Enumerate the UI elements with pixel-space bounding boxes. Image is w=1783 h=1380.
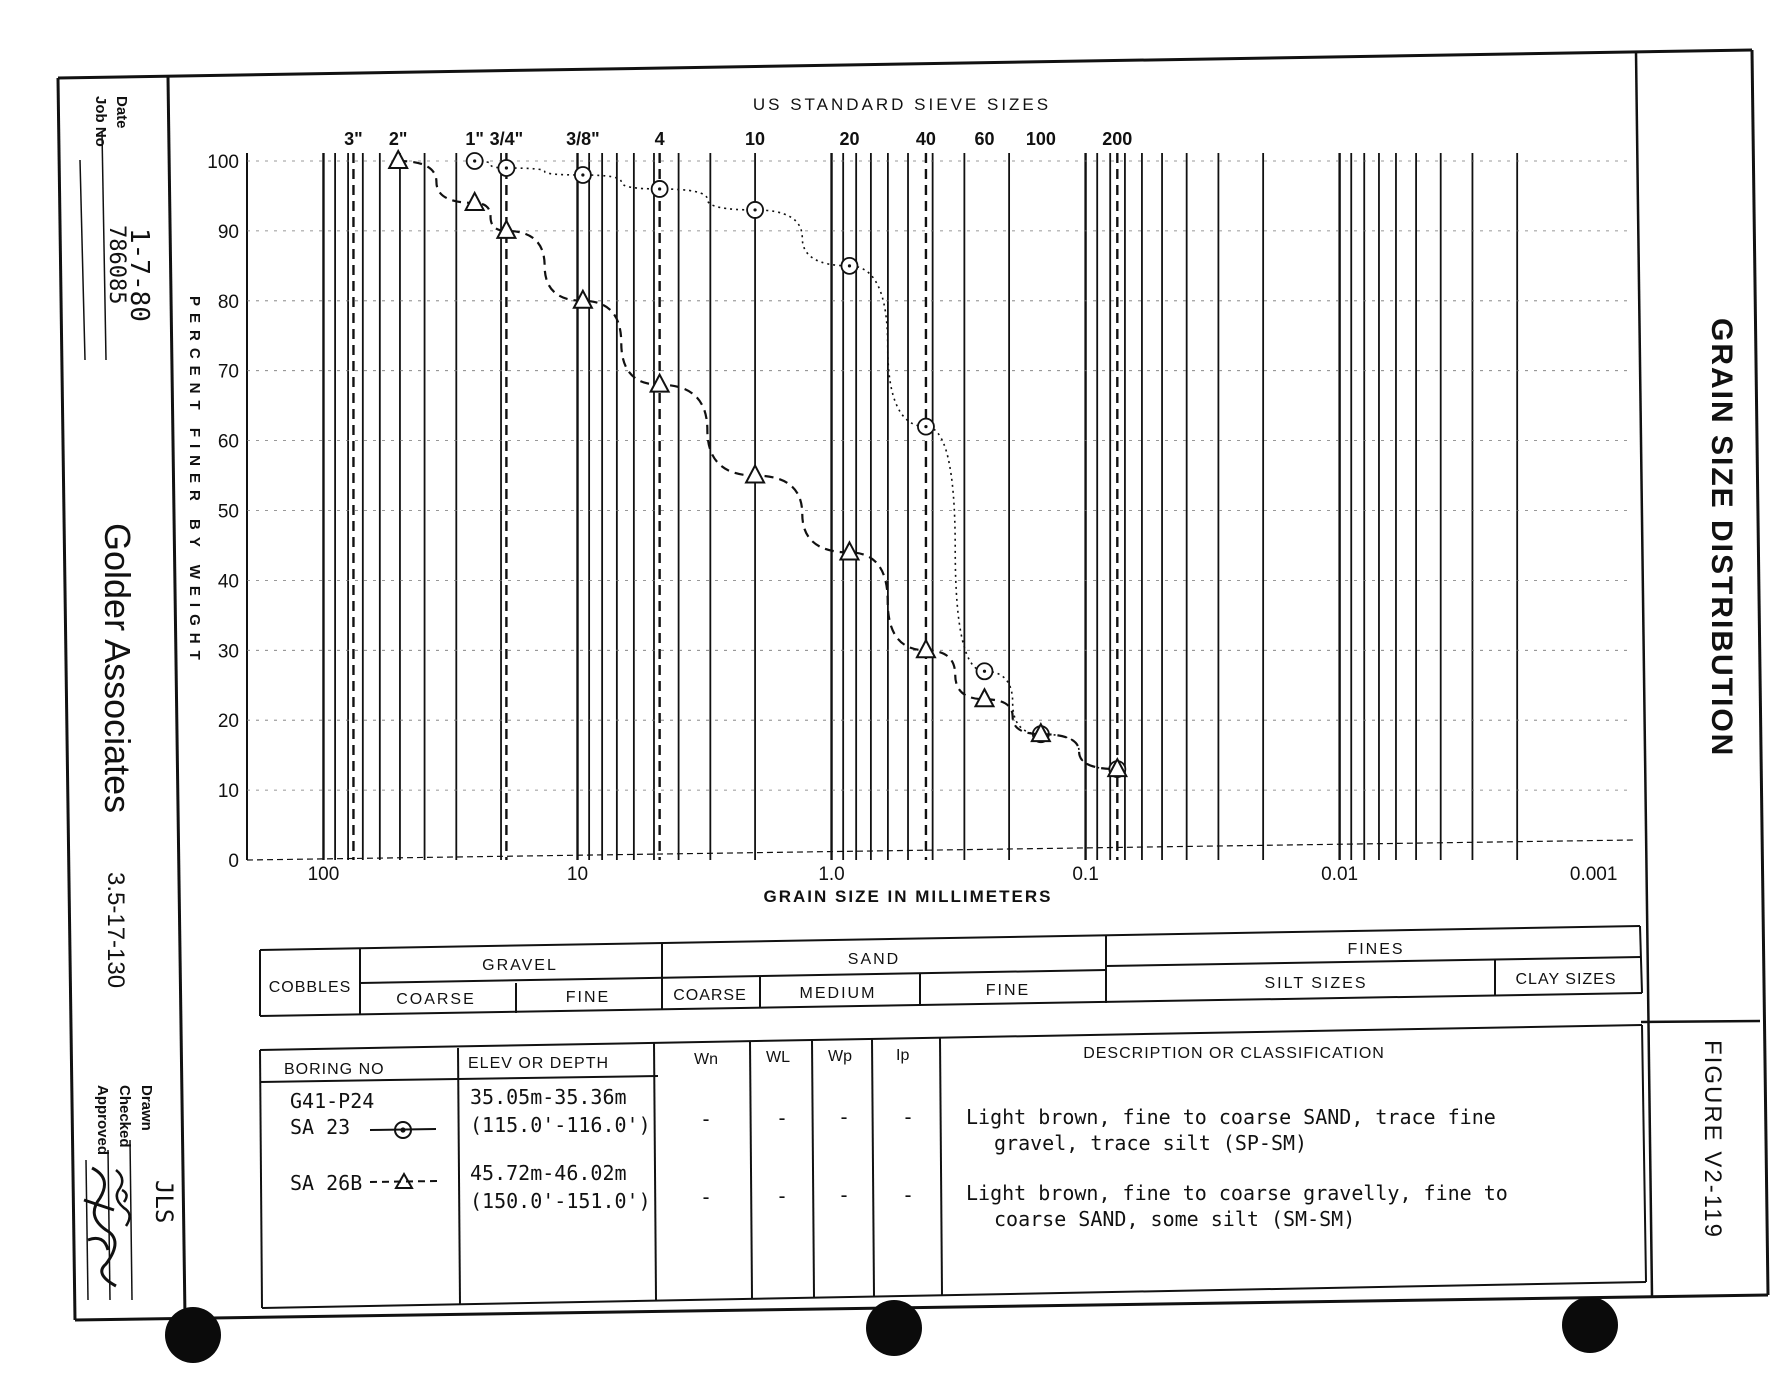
sieve-label: 60	[974, 129, 995, 149]
circle-data-point	[918, 419, 934, 435]
x-tick-label: 0.001	[1569, 864, 1618, 885]
y-tick-label: 80	[217, 291, 239, 313]
x-axis-label: GRAIN SIZE IN MILLIMETERS	[763, 887, 1053, 906]
y-axis-label: PERCENT FINER BY WEIGHT	[186, 296, 203, 667]
header-wp: Wp	[828, 1048, 852, 1065]
title-strip	[80, 96, 178, 1300]
x-tick-label: 10	[566, 864, 589, 885]
row2-desc-line2: coarse SAND, some silt (SM-SM)	[994, 1207, 1356, 1231]
drawn-value: JLS	[150, 1180, 178, 1224]
row1-wp: -	[838, 1105, 851, 1129]
date-label: Date	[113, 96, 130, 129]
circle-data-point	[498, 160, 514, 176]
circle-data-point	[652, 181, 668, 197]
row2-boring-line2: SA 26B	[290, 1171, 363, 1195]
row2-elev-line1: 45.72m-46.02m	[470, 1161, 627, 1185]
sieve-label: 100	[1025, 129, 1056, 149]
sieve-label: 4	[654, 129, 665, 149]
triangle-data-point	[746, 466, 764, 483]
sieve-label: 3/4"	[489, 129, 524, 149]
y-tick-label: 0	[228, 851, 239, 872]
gravel-coarse-label: COARSE	[396, 991, 476, 1008]
row2-desc-line1: Light brown, fine to coarse gravelly, fine to	[966, 1181, 1508, 1205]
y-tick-label: 30	[217, 641, 239, 663]
y-tick-label: 60	[217, 431, 239, 453]
silt-label: SILT SIZES	[1264, 975, 1368, 992]
figure-label: FIGURE V2-119	[1699, 1040, 1726, 1239]
header-wn: Wn	[694, 1051, 718, 1068]
row1-desc-line2: gravel, trace silt (SP-SM)	[994, 1131, 1308, 1155]
header-elev-depth: ELEV OR DEPTH	[468, 1055, 610, 1072]
approved-underline	[86, 1160, 88, 1300]
y-tick-label: 70	[217, 361, 239, 383]
row2-wn: -	[700, 1185, 713, 1209]
x-tick-label: 0.1	[1072, 864, 1099, 885]
checked-signature	[116, 1170, 130, 1226]
row1-circle-marker-legend	[370, 1122, 436, 1138]
y-tick-label: 90	[217, 221, 239, 243]
gravel-label: GRAVEL	[482, 957, 558, 974]
circle-series-line	[475, 161, 1118, 769]
job-no-value: 786085	[104, 225, 129, 305]
sieve-label: 40	[915, 129, 936, 149]
triangle-data-point	[389, 151, 407, 168]
circle-data-point	[841, 258, 857, 274]
circle-data-point	[575, 167, 591, 183]
x-tick-label: 100	[307, 864, 340, 885]
checked-label: Checked	[116, 1085, 133, 1148]
top-axis-title: US STANDARD SIEVE SIZES	[752, 95, 1052, 114]
triangle-data-point	[975, 689, 993, 706]
x-tick-label: 0.01	[1321, 864, 1359, 885]
sieve-label: 2"	[388, 129, 408, 149]
sand-medium-label: MEDIUM	[799, 985, 877, 1002]
sand-fine-label: FINE	[985, 982, 1031, 999]
binder-hole-right	[1562, 1297, 1618, 1353]
drawn-label: Drawn	[138, 1085, 155, 1131]
gravel-fine-label: FINE	[565, 989, 611, 1006]
row1-elev-line2: (115.0'-116.0')	[470, 1113, 651, 1137]
row1-ip: -	[902, 1105, 915, 1129]
sieve-label: 10	[745, 129, 766, 149]
row1-boring-line1: G41-P24	[290, 1089, 375, 1113]
header-boring-no: BORING NO	[284, 1061, 385, 1078]
y-tick-label: 10	[217, 781, 239, 803]
row2-wl: -	[776, 1184, 789, 1208]
circle-data-point	[467, 153, 483, 169]
row1-wl: -	[776, 1106, 789, 1130]
row2-elev-line2: (150.0'-151.0')	[470, 1189, 651, 1213]
x-tick-labels	[308, 864, 1618, 885]
header-description: DESCRIPTION OR CLASSIFICATION	[1083, 1045, 1385, 1062]
sieve-size-labels	[344, 129, 1132, 149]
checked-underline	[108, 1150, 110, 1300]
row2-ip: -	[902, 1183, 915, 1207]
triangle-data-point	[466, 193, 484, 210]
header-wl: WL	[766, 1049, 790, 1066]
row2-wp: -	[838, 1183, 851, 1207]
y-tick-labels	[207, 152, 239, 872]
y-tick-label: 40	[217, 571, 239, 593]
sand-label: SAND	[847, 951, 901, 968]
x-tick-label: 1.0	[818, 864, 845, 885]
company-code: 3.5-17-130	[102, 872, 129, 989]
job-no-label: Job No	[92, 96, 109, 147]
circle-data-point	[976, 663, 992, 679]
sieve-label: 20	[839, 129, 860, 149]
row1-boring-line2: SA 23	[290, 1115, 351, 1139]
y-tick-label: 100	[207, 152, 239, 173]
fines-label: FINES	[1347, 941, 1405, 958]
sieve-label: 3"	[344, 129, 363, 149]
sieve-label: 3/8"	[566, 129, 600, 149]
y-tick-label: 20	[217, 711, 239, 733]
x-axis-line	[247, 840, 1633, 860]
company-name: Golder Associates	[97, 523, 138, 814]
approved-label: Approved	[94, 1085, 111, 1156]
y-tick-label: 50	[217, 501, 239, 523]
clay-label: CLAY SIZES	[1515, 971, 1617, 988]
sieve-reference-lines	[353, 153, 1117, 860]
header-ip: Ip	[896, 1047, 910, 1064]
sheet-title: GRAIN SIZE DISTRIBUTION	[1705, 318, 1738, 758]
circle-data-point	[747, 202, 763, 218]
samples-table	[260, 1025, 1646, 1308]
chart-grid	[247, 153, 1633, 860]
soil-classification-bar	[260, 926, 1642, 1016]
grain-size-chart	[186, 95, 1633, 906]
table-row	[290, 1085, 1496, 1155]
binder-hole-center	[866, 1300, 922, 1356]
sieve-label: 1"	[465, 129, 484, 149]
drawn-underline	[130, 1140, 132, 1300]
sand-coarse-label: COARSE	[673, 987, 747, 1004]
cobbles-label: COBBLES	[268, 979, 352, 996]
date-value: 1-7-80	[124, 228, 154, 322]
row1-elev-line1: 35.05m-35.36m	[470, 1085, 627, 1109]
sieve-label: 200	[1102, 129, 1133, 149]
table-row	[290, 1161, 1508, 1231]
job-no-underline	[80, 160, 85, 360]
chart-series	[389, 151, 1126, 777]
row1-desc-line1: Light brown, fine to coarse SAND, trace fine	[966, 1105, 1496, 1129]
binder-hole-left	[165, 1307, 221, 1363]
row1-wn: -	[700, 1107, 713, 1131]
row2-triangle-marker-legend	[370, 1174, 438, 1188]
approved-signature	[84, 1168, 116, 1286]
